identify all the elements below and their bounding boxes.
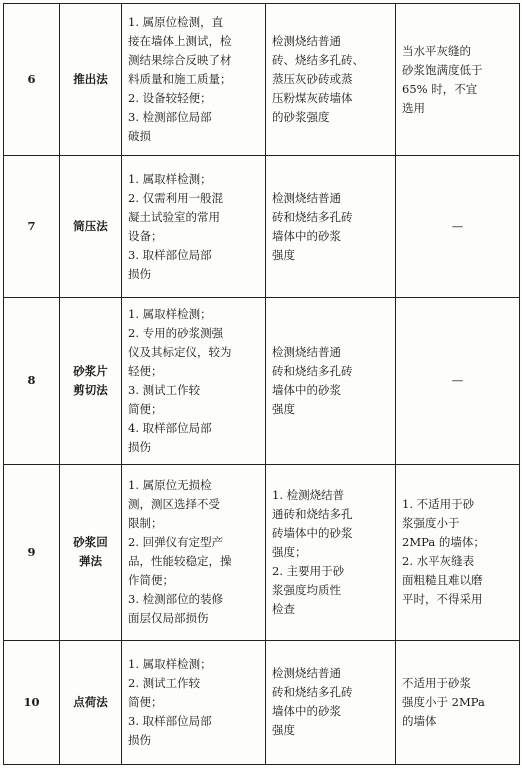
cell-features-line: 损伤 xyxy=(128,439,151,454)
cell-limits-line: 的墙体 xyxy=(402,713,437,728)
cell-features-line: 4. 取样部位局部 xyxy=(128,420,212,435)
cell-features-line: 设备； xyxy=(128,228,163,243)
cell-method-line: 推出法 xyxy=(73,72,108,87)
cell-scope-line: 强度 xyxy=(272,723,295,738)
cell-scope-line: 墙体中的砂浆 xyxy=(272,228,341,243)
cell-method xyxy=(60,298,122,464)
cell-scope-line: 强度； xyxy=(272,544,307,559)
cell-limits xyxy=(396,640,520,764)
cell-features xyxy=(122,640,266,764)
cell-method xyxy=(60,156,122,298)
table-row xyxy=(4,640,520,764)
cell-scope xyxy=(266,4,396,156)
cell-features-line: 作简便； xyxy=(128,573,174,588)
cell-method xyxy=(60,640,122,764)
cell-features xyxy=(122,464,266,640)
cell-features-line: 3. 取样部位局部 xyxy=(128,713,212,728)
cell-features-line: 2. 仅需利用一般混 xyxy=(128,190,224,205)
cell-scope xyxy=(266,156,396,298)
cell-features-line: 3. 测试工作较 xyxy=(128,382,201,397)
cell-method-line: 点荷法 xyxy=(73,694,108,709)
cell-features-line: 轻便； xyxy=(128,363,163,378)
cell-features-line: 仪及其标定仪，较为 xyxy=(128,344,232,359)
cell-limits-line: 当水平灰缝的 xyxy=(402,43,471,58)
cell-limits-line: 不适用于砂浆 xyxy=(402,675,471,690)
table-body xyxy=(4,4,520,765)
cell-scope-line: 墙体中的砂浆 xyxy=(272,382,341,397)
cell-limits-line: — xyxy=(451,373,464,388)
cell-scope xyxy=(266,298,396,464)
cell-scope xyxy=(266,464,396,640)
cell-scope-line: 砖墙体中的砂浆 xyxy=(272,525,353,540)
cell-features-line: 1. 属原位检测，直 xyxy=(128,15,224,30)
table-row xyxy=(4,464,520,640)
cell-features-line: 品，性能较稳定，操 xyxy=(128,554,232,569)
cell-method-line: 砂浆回 xyxy=(73,535,108,550)
cell-features-line: 料质量和施工质量； xyxy=(128,72,232,87)
cell-features-line: 测，测区选择不受 xyxy=(128,497,220,512)
table-row xyxy=(4,298,520,464)
cell-features-line: 3. 取样部位局部 xyxy=(128,247,212,262)
cell-features-line: 2. 测试工作较 xyxy=(128,675,201,690)
cell-scope-line: 检测烧结普通 xyxy=(272,666,341,681)
cell-limits-line: 65% 时，不宜 xyxy=(402,81,478,96)
cell-features xyxy=(122,156,266,298)
cell-scope-line: 检测烧结普通 xyxy=(272,190,341,205)
cell-limits xyxy=(396,298,520,464)
cell-scope-line: 的砂浆强度 xyxy=(272,110,330,125)
cell-features-line: 2. 专用的砂浆测强 xyxy=(128,325,224,340)
cell-scope-line: 强度 xyxy=(272,247,295,262)
cell-limits-line: 强度小于 2MPa xyxy=(402,694,485,709)
cell-features-line: 2. 回弹仪有定型产 xyxy=(128,535,224,550)
cell-features-line: 简便； xyxy=(128,401,163,416)
cell-scope-line: 检测烧结普通 xyxy=(272,34,341,49)
cell-limits-line: 1. 不适用于砂 xyxy=(402,497,475,512)
cell-features-line: 接在墙体上测试，检 xyxy=(128,34,232,49)
cell-limits xyxy=(396,156,520,298)
cell-limits xyxy=(396,4,520,156)
cell-features-line: 1. 属取样检测； xyxy=(128,306,212,321)
cell-limits-line: 面粗糙且难以磨 xyxy=(402,573,483,588)
cell-features-line: 损伤 xyxy=(128,732,151,747)
cell-features-line: 3. 检测部位局部 xyxy=(128,110,212,125)
cell-features xyxy=(122,298,266,464)
cell-features-line: 2. 设备较轻便； xyxy=(128,91,212,106)
cell-features-line: 简便； xyxy=(128,694,163,709)
cell-features-line: 1. 属取样检测； xyxy=(128,656,212,671)
cell-scope-line: 通砖和烧结多孔 xyxy=(272,506,353,521)
cell-features-line: 3. 检测部位的装修 xyxy=(128,592,224,607)
cell-scope-line: 2. 主要用于砂 xyxy=(272,563,345,578)
cell-method xyxy=(60,4,122,156)
cell-number: 7 xyxy=(4,156,60,298)
cell-number: 8 xyxy=(4,298,60,464)
cell-scope-line: 检查 xyxy=(272,601,295,616)
cell-features-line: 损伤 xyxy=(128,266,151,281)
cell-features-line: 测结果综合反映了材 xyxy=(128,53,232,68)
cell-scope-line: 浆强度均质性 xyxy=(272,582,341,597)
cell-features-line: 面层仅局部损伤 xyxy=(128,611,209,626)
cell-scope-line: 1. 检测烧结普 xyxy=(272,487,345,502)
table-row xyxy=(4,156,520,298)
cell-features xyxy=(122,4,266,156)
cell-limits-line: 2MPa 的墙体； xyxy=(402,535,485,550)
cell-number: 9 xyxy=(4,464,60,640)
cell-limits-line: 平时，不得采用 xyxy=(402,592,483,607)
cell-features-line: 1. 属原位无损检 xyxy=(128,478,212,493)
cell-method-line: 剪切法 xyxy=(73,382,108,397)
cell-features-line: 限制； xyxy=(128,516,163,531)
cell-limits xyxy=(396,464,520,640)
cell-limits-line: 2. 水平灰缝表 xyxy=(402,554,475,569)
cell-method xyxy=(60,464,122,640)
cell-method-line: 筒压法 xyxy=(73,219,108,234)
cell-number: 6 xyxy=(4,4,60,156)
cell-features-line: 破损 xyxy=(128,129,151,144)
cell-scope-line: 砖和烧结多孔砖 xyxy=(272,363,353,378)
cell-features-line: 1. 属取样检测； xyxy=(128,171,212,186)
table-row xyxy=(4,4,520,156)
cell-method-line: 砂浆片 xyxy=(73,363,108,378)
cell-limits-line: 浆强度小于 xyxy=(402,516,460,531)
cell-scope-line: 压粉煤灰砖墙体 xyxy=(272,91,353,106)
cell-scope-line: 砖、烧结多孔砖、 xyxy=(272,53,364,68)
cell-scope-line: 砖和烧结多孔砖 xyxy=(272,209,353,224)
methods-table xyxy=(3,3,520,765)
cell-method-line: 弹法 xyxy=(79,554,102,569)
cell-limits-line: — xyxy=(451,219,464,234)
cell-scope xyxy=(266,640,396,764)
cell-number: 10 xyxy=(4,640,60,764)
cell-scope-line: 蒸压灰砂砖或蒸 xyxy=(272,72,353,87)
cell-scope-line: 墙体中的砂浆 xyxy=(272,704,341,719)
cell-scope-line: 砖和烧结多孔砖 xyxy=(272,685,353,700)
cell-limits-line: 选用 xyxy=(402,100,425,115)
cell-scope-line: 强度 xyxy=(272,401,295,416)
cell-limits-line: 砂浆饱满度低于 xyxy=(402,62,483,77)
cell-features-line: 凝土试验室的常用 xyxy=(128,209,220,224)
cell-scope-line: 检测烧结普通 xyxy=(272,344,341,359)
